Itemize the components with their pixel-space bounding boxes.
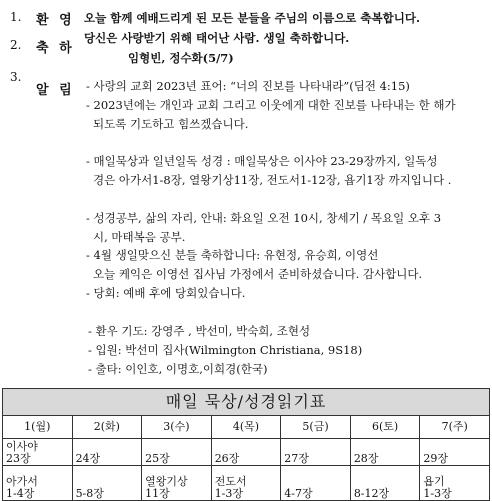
welcome-text: 오늘 함께 예배드리게 된 모든 분들을 주님의 이름으로 축복합니다. — [84, 11, 420, 25]
schedule-title: 매일 묵상/성경읽기표 — [3, 389, 490, 416]
book-name: 전도서 — [214, 475, 247, 488]
birthday-text: 당신은 사랑받기 위해 태어난 사람. 생일 축하합니다. — [84, 31, 350, 45]
chapter: 29장 — [423, 452, 448, 465]
section-number-3: 3. — [10, 70, 22, 84]
chapter: 5-8장 — [75, 487, 104, 500]
day-header: 1(월) — [3, 416, 73, 439]
announcement-motto: - 사랑의 교회 2023년 표어: “너의 진보를 나타내라”(딤전 4:15) — [86, 79, 410, 93]
announcement-hospital: - 입원: 박선미 집사(Wilmington Christiana, 9S18) — [88, 343, 363, 357]
reading-schedule-table — [2, 388, 490, 501]
meditation-cell — [72, 439, 142, 466]
section-number-1: 1. — [10, 10, 22, 24]
chapter: 1-4장 — [6, 487, 35, 500]
birthday-names: 임형빈, 정수화(5/7) — [128, 51, 234, 65]
announcement-bible-study-cont: 시, 마태복음 공부. — [93, 230, 186, 244]
day-header: 3(수) — [142, 416, 212, 439]
announcement-2023-cont: 되도록 기도하고 힘쓰겠습니다. — [93, 117, 249, 131]
chapter: 4-7장 — [284, 487, 313, 500]
reading-cell — [3, 466, 73, 501]
meditation-cell — [350, 439, 420, 466]
day-header: 4(목) — [211, 416, 281, 439]
section-heading-celebrate: 축 하 — [36, 41, 75, 56]
book-name: 아가서 — [6, 475, 38, 488]
day-header: 6(토) — [350, 416, 420, 439]
announcement-prayer: - 환우 기도: 강영주 , 박선미, 박숙희, 조현성 — [88, 324, 311, 338]
chapter: 1-3장 — [423, 487, 452, 500]
reading-cell — [420, 466, 490, 501]
announcement-bible-study: - 성경공부, 삶의 자리, 안내: 화요일 오전 10시, 창세기 / 목요일 오후 3 — [86, 211, 442, 225]
day-header: 7(주) — [420, 416, 490, 439]
announcement-cake: 오늘 케익은 이영선 집사님 가정에서 준비하셨습니다. 감사합니다. — [93, 267, 423, 281]
reading-cell — [211, 466, 281, 501]
announcement-reading: - 매일묵상과 일년일독 성경 : 매일묵상은 이사야 23-29장까지, 일독성 — [86, 154, 438, 168]
book-name: 욥기 — [423, 475, 445, 488]
announcement-birthdays: - 4월 생일맞으신 분들 축하합니다: 유현정, 유승희, 이영선 — [86, 248, 379, 262]
chapter: 26장 — [214, 452, 240, 465]
announcement-2023: - 2023년에는 개인과 교회 그리고 이웃에게 대한 진보를 나타내는 한 해가 — [86, 98, 456, 112]
meditation-cell — [420, 439, 490, 466]
meditation-cell — [211, 439, 281, 466]
reading-cell — [72, 466, 142, 501]
chapter: 24장 — [75, 452, 101, 465]
chapter: 28장 — [353, 452, 379, 465]
chapter: 1-3장 — [214, 487, 244, 500]
section-number-2: 2. — [10, 38, 22, 52]
book-name: 열왕기상 — [145, 475, 188, 488]
meditation-cell — [142, 439, 212, 466]
reading-cell — [281, 466, 351, 501]
chapter: 25장 — [145, 452, 170, 465]
section-heading-announcements: 알 림 — [36, 83, 75, 98]
meditation-cell — [281, 439, 351, 466]
chapter: 8-12장 — [353, 487, 390, 500]
announcement-travel: - 출타: 이인호, 이명호,이희경(한국) — [88, 362, 268, 376]
section-heading-welcome: 환 영 — [36, 13, 75, 28]
announcement-session: - 당회: 예배 후에 당회있습니다. — [86, 286, 246, 300]
day-header: 2(화) — [72, 416, 142, 439]
day-header: 5(금) — [281, 416, 351, 439]
chapter: 27장 — [284, 452, 309, 465]
book-name: 이사야 — [6, 440, 38, 453]
meditation-cell — [3, 439, 73, 466]
chapter: 11장 — [145, 487, 170, 500]
reading-cell — [142, 466, 212, 501]
reading-cell — [350, 466, 420, 501]
chapter: 23장 — [6, 452, 31, 465]
announcement-reading-cont: 경은 아가서1-8장, 열왕기상11장, 전도서1-12장, 욥기1장 까지입니다 . — [93, 173, 452, 187]
